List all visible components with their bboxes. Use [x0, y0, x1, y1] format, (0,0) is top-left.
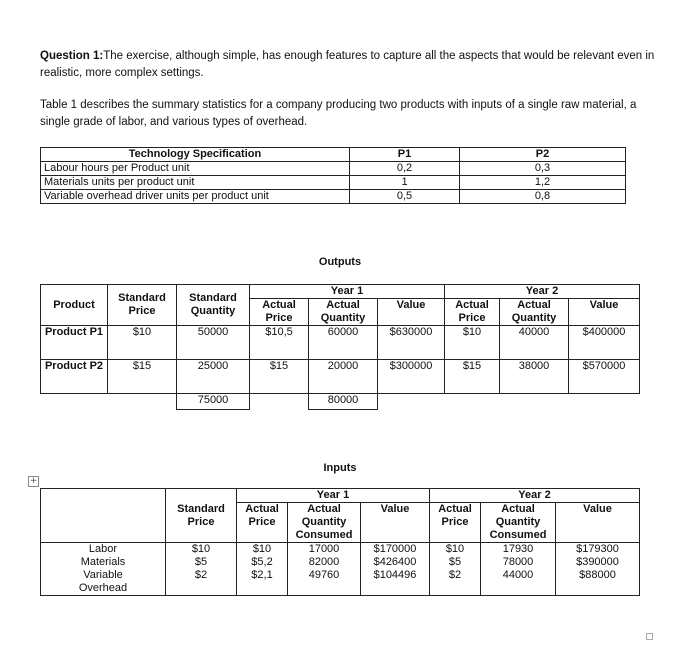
- outputs-title: Outputs: [318, 256, 362, 268]
- outputs-header-y1-value: Value: [378, 299, 445, 326]
- outputs-product-cell: Product P1: [41, 326, 108, 360]
- tech-header-p2: P2: [460, 148, 626, 162]
- empty-cell: [500, 394, 569, 410]
- outputs-header-y1-qty: Actual Quantity: [309, 299, 378, 326]
- outputs-product-cell: Product P2: [41, 360, 108, 394]
- inputs-header-y2-price: Actual Price: [430, 503, 481, 543]
- technology-table: [40, 147, 626, 204]
- inputs-year2-label: Year 2: [430, 489, 640, 503]
- outputs-cell: 25000: [177, 360, 250, 394]
- outputs-cell: $10,5: [250, 326, 309, 360]
- outputs-cell: 20000: [309, 360, 378, 394]
- outputs-cell: 60000: [309, 326, 378, 360]
- outputs-header-y2-value: Value: [569, 299, 640, 326]
- inputs-cell: 78000: [481, 556, 556, 569]
- outputs-cell: $15: [445, 360, 500, 394]
- empty-cell: [41, 394, 108, 410]
- question-text: The exercise, although simple, has enough features to capture all the aspects that would be relevant even in realistic, more complex settings.: [40, 50, 655, 79]
- tech-cell: 0,3: [460, 162, 626, 176]
- outputs-cell: $630000: [378, 326, 445, 360]
- tech-header-spec: Technology Specification: [41, 148, 350, 162]
- inputs-cell: 49760: [288, 569, 361, 596]
- inputs-cell: $179300: [556, 543, 640, 557]
- inputs-cell: 44000: [481, 569, 556, 596]
- empty-cell: [108, 394, 177, 410]
- tech-cell: Materials units per product unit: [41, 176, 350, 190]
- outputs-totals-row: [41, 394, 640, 410]
- tech-cell: 0,5: [350, 190, 460, 204]
- outputs-cell: 40000: [500, 326, 569, 360]
- inputs-item-cell: Variable Overhead: [41, 569, 166, 596]
- inputs-cell: $88000: [556, 569, 640, 596]
- tech-cell: 1: [350, 176, 460, 190]
- outputs-cell: $15: [250, 360, 309, 394]
- table-row: [41, 569, 640, 596]
- inputs-cell: $2,1: [237, 569, 288, 596]
- table-row: [41, 360, 640, 394]
- outputs-cell: $570000: [569, 360, 640, 394]
- tech-header-p1: P1: [350, 148, 460, 162]
- inputs-header-y1-qty: Actual Quantity Consumed: [288, 503, 361, 543]
- inputs-cell: $104496: [361, 569, 430, 596]
- inputs-cell: $170000: [361, 543, 430, 557]
- tech-cell: Labour hours per Product unit: [41, 162, 350, 176]
- inputs-cell: $5,2: [237, 556, 288, 569]
- inputs-header-std-price: Standard Price: [166, 489, 237, 543]
- outputs-cell: 50000: [177, 326, 250, 360]
- inputs-cell: $10: [430, 543, 481, 557]
- question-label: Question 1:: [40, 50, 104, 62]
- outputs-year2-label: Year 2: [445, 285, 640, 299]
- outputs-cell: 38000: [500, 360, 569, 394]
- empty-cell: [569, 394, 640, 410]
- outputs-header-y2-price: Actual Price: [445, 299, 500, 326]
- inputs-title: Inputs: [323, 462, 357, 474]
- inputs-cell: $5: [430, 556, 481, 569]
- inputs-cell: $2: [166, 569, 237, 596]
- empty-cell: [378, 394, 445, 410]
- inputs-cell: 17930: [481, 543, 556, 557]
- inputs-table: [40, 488, 640, 596]
- outputs-header-std-qty: Standard Quantity: [177, 285, 250, 326]
- tech-cell: 0,8: [460, 190, 626, 204]
- table-row: [41, 190, 626, 204]
- empty-cell: [445, 394, 500, 410]
- inputs-header-y1-value: Value: [361, 503, 430, 543]
- resize-handle-icon[interactable]: [646, 633, 653, 640]
- inputs-cell: 82000: [288, 556, 361, 569]
- outputs-header-y2-qty: Actual Quantity: [500, 299, 569, 326]
- outputs-cell: $15: [108, 360, 177, 394]
- outputs-table: [40, 284, 640, 410]
- outputs-cell: $400000: [569, 326, 640, 360]
- outputs-header-y1-price: Actual Price: [250, 299, 309, 326]
- inputs-cell: $5: [166, 556, 237, 569]
- table-row: [41, 176, 626, 190]
- outputs-header-product: Product: [41, 285, 108, 326]
- inputs-cell: $2: [430, 569, 481, 596]
- inputs-item-cell: Materials: [41, 556, 166, 569]
- tech-cell: 1,2: [460, 176, 626, 190]
- inputs-year-row: [41, 489, 640, 503]
- inputs-header-y2-qty: Actual Quantity Consumed: [481, 503, 556, 543]
- table-row: [41, 556, 640, 569]
- table-row: [41, 162, 626, 176]
- outputs-year-row: [41, 285, 640, 299]
- tech-cell: Variable overhead driver units per product unit: [41, 190, 350, 204]
- outputs-cell: $10: [445, 326, 500, 360]
- inputs-cell: 17000: [288, 543, 361, 557]
- inputs-cell: $390000: [556, 556, 640, 569]
- outputs-cell: $300000: [378, 360, 445, 394]
- inputs-header-y2-value: Value: [556, 503, 640, 543]
- question-paragraph: [40, 48, 660, 82]
- inputs-cell: $10: [166, 543, 237, 557]
- inputs-item-cell: Labor: [41, 543, 166, 557]
- technology-header-row: [41, 148, 626, 162]
- outputs-header-std-price: Standard Price: [108, 285, 177, 326]
- inputs-cell: $10: [237, 543, 288, 557]
- outputs-total-y1-qty: 80000: [309, 394, 378, 410]
- outputs-year1-label: Year 1: [250, 285, 445, 299]
- empty-cell: [250, 394, 309, 410]
- outputs-cell: $10: [108, 326, 177, 360]
- table-row: [41, 326, 640, 360]
- table-row: [41, 543, 640, 557]
- inputs-year1-label: Year 1: [237, 489, 430, 503]
- outputs-total-std-qty: 75000: [177, 394, 250, 410]
- move-anchor-icon[interactable]: +: [29, 476, 38, 486]
- inputs-cell: $426400: [361, 556, 430, 569]
- inputs-header-y1-price: Actual Price: [237, 503, 288, 543]
- tech-cell: 0,2: [350, 162, 460, 176]
- intro-paragraph: Table 1 describes the summary statistics for a company producing two products with inputs of a single raw material, a single grade of labor, and various types of overhead.: [40, 99, 637, 128]
- inputs-header-item: [41, 489, 166, 543]
